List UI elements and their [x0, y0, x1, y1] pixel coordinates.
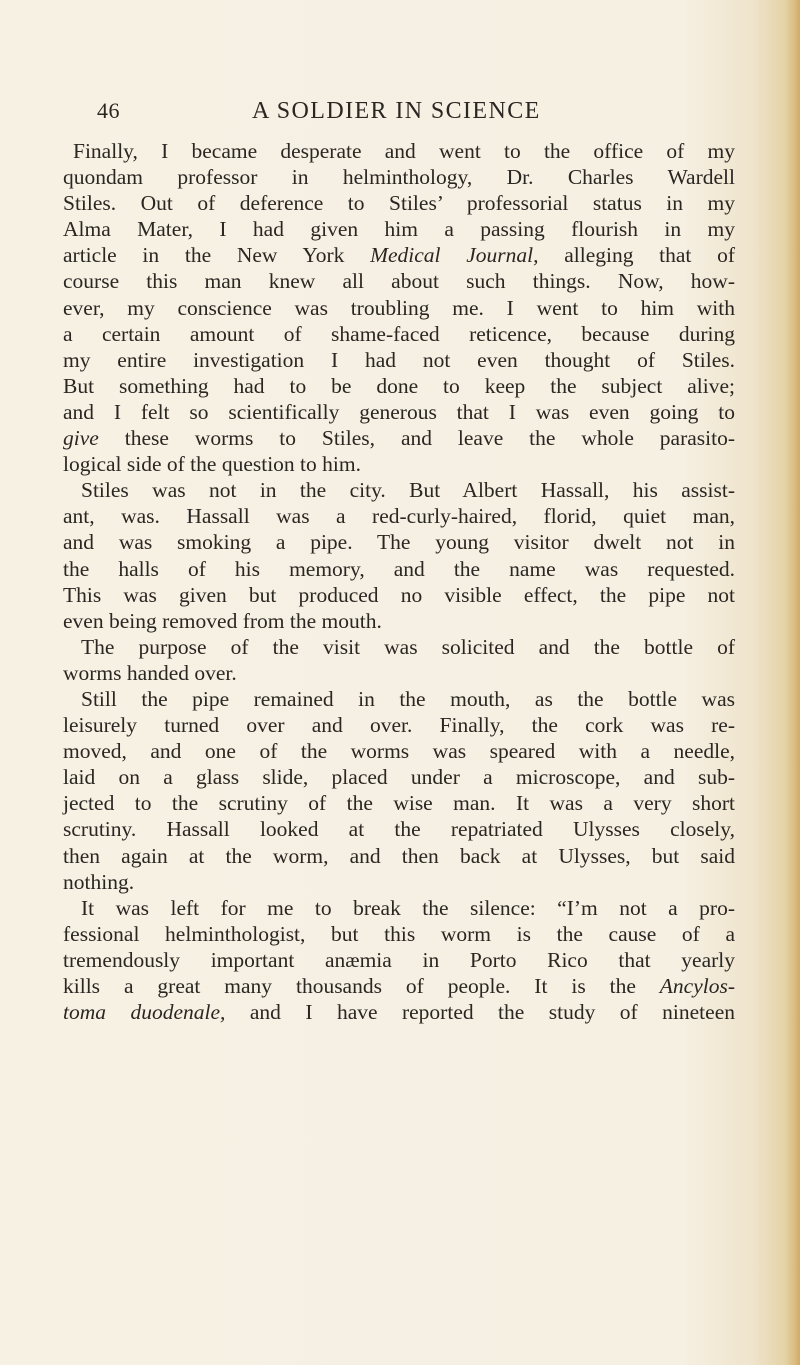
text-line [63, 608, 735, 634]
text-line [63, 190, 735, 216]
text-run: leisurely turned over and over. Finally, the cork was re- [63, 713, 735, 738]
page-number: 46 [97, 98, 120, 123]
text-line [63, 268, 735, 294]
text-run: article in the New York [63, 243, 371, 268]
text-run: laid on a glass slide, placed under a microscope, and sub- [63, 765, 735, 790]
text-run: these worms to Stiles, and leave the whole parasito- [98, 426, 735, 451]
text-line [63, 999, 735, 1025]
text-line [63, 347, 735, 373]
text-run: It was left for me to break the silence: “I’m not a pro- [81, 895, 735, 920]
text-line [63, 582, 735, 608]
text-line [63, 556, 735, 582]
text-run: and I felt so scientifically generous that I was even going to [63, 399, 735, 424]
italic-run: toma duodenale, [63, 1000, 226, 1025]
text-line [63, 451, 735, 477]
text-run: and was smoking a pipe. The young visitor dwelt not in [63, 530, 735, 555]
text-line [63, 738, 735, 764]
text-line [63, 373, 735, 399]
text-run: worms handed over. [63, 660, 237, 685]
text-line [63, 712, 735, 738]
text-line [63, 425, 735, 451]
text-line [63, 216, 735, 242]
text-line [63, 503, 735, 529]
text-line [63, 973, 735, 999]
text-line [63, 138, 735, 164]
text-line [63, 869, 735, 895]
text-line [63, 321, 735, 347]
text-run: fessional helminthologist, but this worm is the cause of a [63, 921, 735, 946]
text-run: Stiles was not in the city. But Albert Hassall, his assist- [81, 478, 735, 503]
text-run: Stiles. Out of deference to Stiles’ professorial status in my [63, 191, 735, 216]
text-run: scrutiny. Hassall looked at the repatriated Ulysses closely, [63, 817, 735, 842]
text-run: then again at the worm, and then back at Ulysses, but said [63, 843, 735, 868]
text-run: Finally, I became desperate and went to the office of my [73, 139, 735, 163]
text-line [63, 895, 735, 921]
text-run: The purpose of the visit was solicited and the bottle of [81, 634, 735, 659]
text-run: course this man knew all about such things. Now, how- [63, 269, 735, 294]
text-run: and I have reported the study of nineteen [225, 1000, 735, 1025]
text-line [63, 529, 735, 555]
text-line [63, 947, 735, 973]
text-run: alleging that of [538, 243, 736, 268]
text-line [63, 660, 735, 686]
text-run: tremendously important anæmia in Porto Rico that yearly [63, 947, 735, 972]
italic-run: give [63, 426, 99, 451]
text-run: logical side of the question to him. [63, 452, 361, 477]
text-run: quondam professor in helminthology, Dr. Charles Wardell [63, 165, 735, 190]
text-line [63, 477, 735, 503]
italic-run: Medical Journal, [370, 243, 539, 268]
text-line [63, 242, 735, 268]
text-run: ever, my conscience was troubling me. I went to him with [63, 295, 735, 320]
text-run: even being removed from the mouth. [63, 608, 382, 633]
text-run: moved, and one of the worms was speared with a needle, [63, 739, 735, 764]
text-line [63, 921, 735, 947]
text-run: a certain amount of shame-faced reticence, because during [63, 321, 735, 346]
text-run: Still the pipe remained in the mouth, as the bottle was [81, 686, 735, 711]
text-run: Alma Mater, I had given him a passing flourish in my [63, 217, 735, 242]
italic-run: Ancylos- [659, 974, 735, 998]
text-line [63, 399, 735, 425]
text-line [63, 634, 735, 660]
text-run: jected to the scrutiny of the wise man. It was a very short [63, 791, 735, 816]
page-edge-shading [786, 0, 800, 1365]
text-line [63, 843, 735, 869]
text-run: the halls of his memory, and the name was requested. [63, 556, 735, 581]
text-line [63, 790, 735, 816]
running-head: A SOLDIER IN SCIENCE [252, 98, 541, 124]
text-line [63, 686, 735, 712]
text-run: nothing. [63, 869, 135, 894]
text-run: But something had to be done to keep the subject alive; [63, 373, 735, 398]
text-run: my entire investigation I had not even thought of Stiles. [63, 347, 735, 372]
text-line [63, 295, 735, 321]
text-run: kills a great many thousands of people. It is the [63, 974, 660, 998]
text-run: This was given but produced no visible effect, the pipe not [63, 582, 735, 607]
text-line [63, 764, 735, 790]
page-header [97, 98, 737, 134]
text-line [63, 164, 735, 190]
text-run: ant, was. Hassall was a red-curly-haired, florid, quiet man, [63, 504, 735, 529]
text-line [63, 816, 735, 842]
body-text [63, 138, 735, 1025]
